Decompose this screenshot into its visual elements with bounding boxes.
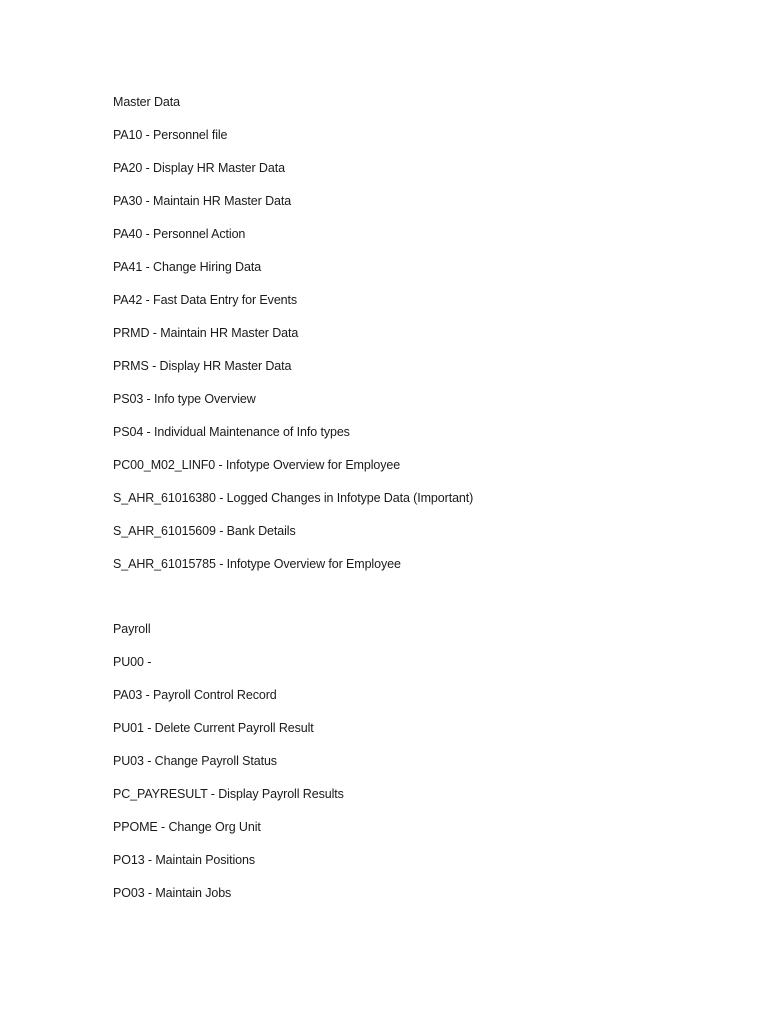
section-heading-payroll: Payroll bbox=[113, 622, 151, 636]
section-heading-master-data: Master Data bbox=[113, 95, 180, 109]
list-item: PS04 - Individual Maintenance of Info types bbox=[113, 425, 350, 439]
list-item: PA20 - Display HR Master Data bbox=[113, 161, 285, 175]
list-item: PA10 - Personnel file bbox=[113, 128, 228, 142]
list-item: PRMD - Maintain HR Master Data bbox=[113, 326, 299, 340]
list-item: PS03 - Info type Overview bbox=[113, 392, 256, 406]
list-item: PA40 - Personnel Action bbox=[113, 227, 246, 241]
list-item: PU03 - Change Payroll Status bbox=[113, 754, 277, 768]
list-item: PA30 - Maintain HR Master Data bbox=[113, 194, 292, 208]
list-item: S_AHR_61016380 - Logged Changes in Infotype Data (Important) bbox=[113, 491, 474, 505]
master-data-section bbox=[113, 92, 713, 587]
list-item: PO13 - Maintain Positions bbox=[113, 853, 256, 867]
list-item: PA42 - Fast Data Entry for Events bbox=[113, 293, 298, 307]
list-item: PU01 - Delete Current Payroll Result bbox=[113, 721, 314, 735]
list-item: S_AHR_61015785 - Infotype Overview for Employee bbox=[113, 557, 401, 571]
list-item: PA41 - Change Hiring Data bbox=[113, 260, 262, 274]
list-item: PU00 - bbox=[113, 655, 152, 669]
list-item: PRMS - Display HR Master Data bbox=[113, 359, 292, 373]
list-item: PA03 - Payroll Control Record bbox=[113, 688, 277, 702]
list-item: PC_PAYRESULT - Display Payroll Results bbox=[113, 787, 344, 801]
list-item: PO03 - Maintain Jobs bbox=[113, 886, 232, 900]
payroll-section bbox=[113, 619, 713, 916]
list-item: S_AHR_61015609 - Bank Details bbox=[113, 524, 296, 538]
list-item: PPOME - Change Org Unit bbox=[113, 820, 261, 834]
list-item: PC00_M02_LINF0 - Infotype Overview for Employee bbox=[113, 458, 401, 472]
